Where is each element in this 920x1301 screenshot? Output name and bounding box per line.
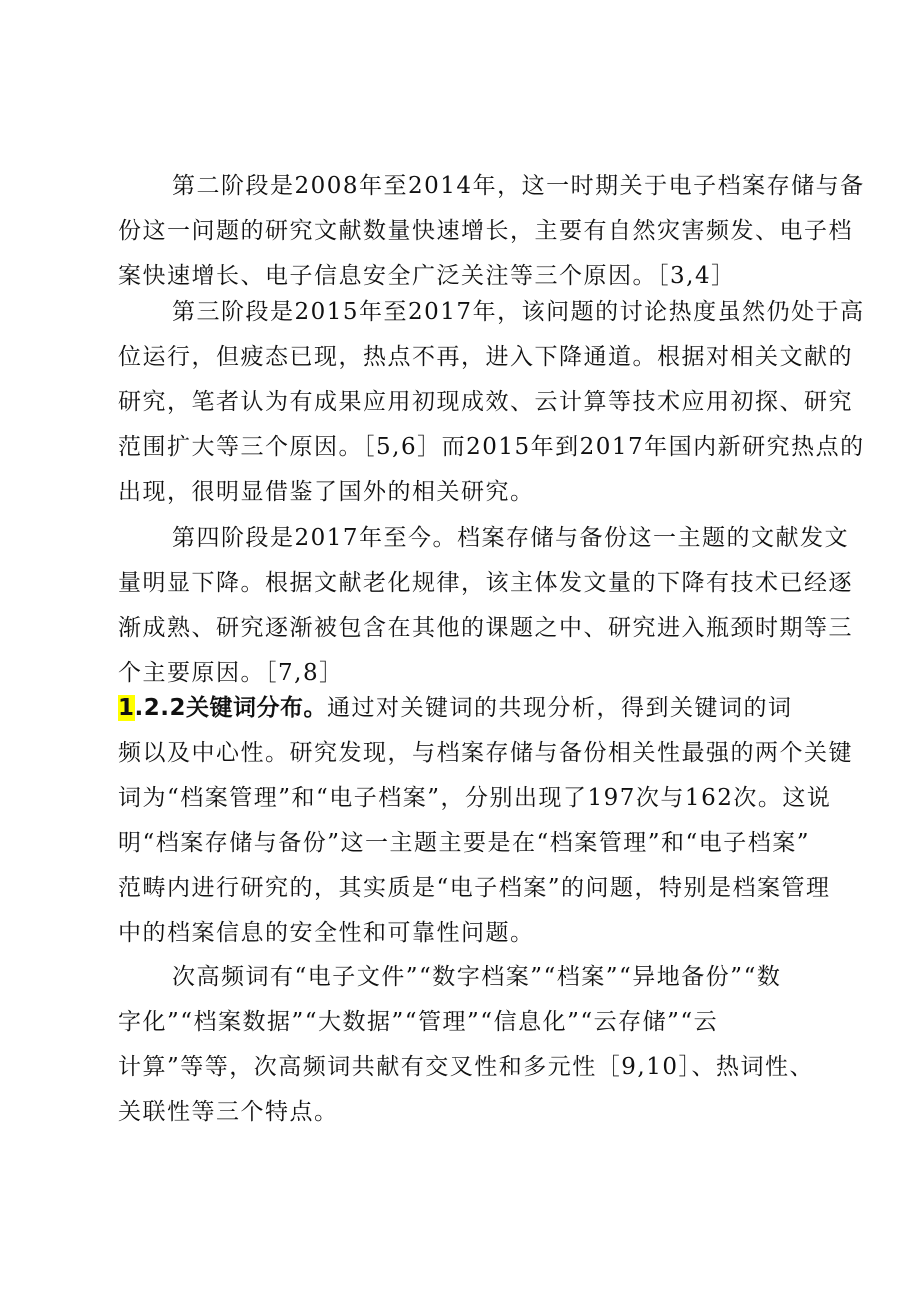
paragraph-line: 第四阶段是2017年至今。档案存储与备份这一主题的文献发文 xyxy=(172,525,850,551)
paragraph-line: 案快速增长、电子信息安全广泛关注等三个原因。［3,4］ xyxy=(118,263,736,289)
paragraph-line: 关联性等三个特点。 xyxy=(118,1099,339,1125)
paragraph-line: 位运行，但疲态已现，热点不再，进入下降通道。根据对相关文献的 xyxy=(118,344,853,370)
section-heading xyxy=(118,695,327,721)
paragraph-first-line xyxy=(118,686,818,731)
paragraph-line: 份这一问题的研究文献数量快速增长，主要有自然灾害频发、电子档 xyxy=(118,218,853,244)
paragraph-line: 范畴内进行研究的，其实质是“电子档案”的问题，特别是档案管理 xyxy=(118,875,831,901)
paragraph-line: 中的档案信息的安全性和可靠性问题。 xyxy=(118,920,535,946)
paragraph-line: 计算”等等，次高频词共献有交叉性和多元性［9,10］、热词性、 xyxy=(118,1054,814,1080)
paragraph-line: 研究，笔者认为有成果应用初现成效、云计算等技术应用初探、研究 xyxy=(118,389,853,415)
paragraph-line: 第三阶段是2015年至2017年，该问题的讨论热度虽然仍处于高 xyxy=(172,299,865,325)
paragraph-line: 频以及中心性。研究发现，与档案存储与备份相关性最强的两个关键 xyxy=(118,740,853,766)
paragraph-line: 明“档案存储与备份”这一主题主要是在“档案管理”和“电子档案” xyxy=(118,830,811,856)
section-heading-text: .2.2关键词分布。 xyxy=(134,695,327,721)
paragraph-line: 渐成熟、研究逐渐被包含在其他的课题之中、研究进入瓶颈时期等三 xyxy=(118,615,853,641)
paragraph-secondary-keywords xyxy=(118,955,818,1135)
paragraph-line: 字化”“档案数据”“大数据”“管理”“信息化”“云存储”“云 xyxy=(118,1009,719,1035)
paragraph-keyword-distribution xyxy=(118,686,853,956)
paragraph-stage-three xyxy=(118,290,865,515)
paragraph-line: 次高频词有“电子文件”“数字档案”“档案”“异地备份”“数 xyxy=(172,964,782,990)
paragraph-line: 词为“档案管理”和“电子档案”，分别出现了197次与162次。这说 xyxy=(118,785,832,811)
paragraph-line: 第二阶段是2008年至2014年，这一时期关于电子档案存储与备 xyxy=(172,173,865,199)
highlighted-text: 1 xyxy=(118,695,135,721)
paragraph-stage-two xyxy=(118,164,865,299)
paragraph-line: 量明显下降。根据文献老化规律，该主体发文量的下降有技术已经逐 xyxy=(118,570,853,596)
paragraph-stage-four xyxy=(118,516,853,696)
paragraph-line-text: 通过对关键词的共现分析，得到关键词的词 xyxy=(327,695,793,721)
paragraph-line: 范围扩大等三个原因。［5,6］而2015年到2017年国内新研究热点的 xyxy=(118,434,865,460)
paragraph-line: 出现，很明显借鉴了国外的相关研究。 xyxy=(118,479,535,505)
paragraph-line: 个主要原因。［7,8］ xyxy=(118,660,344,686)
